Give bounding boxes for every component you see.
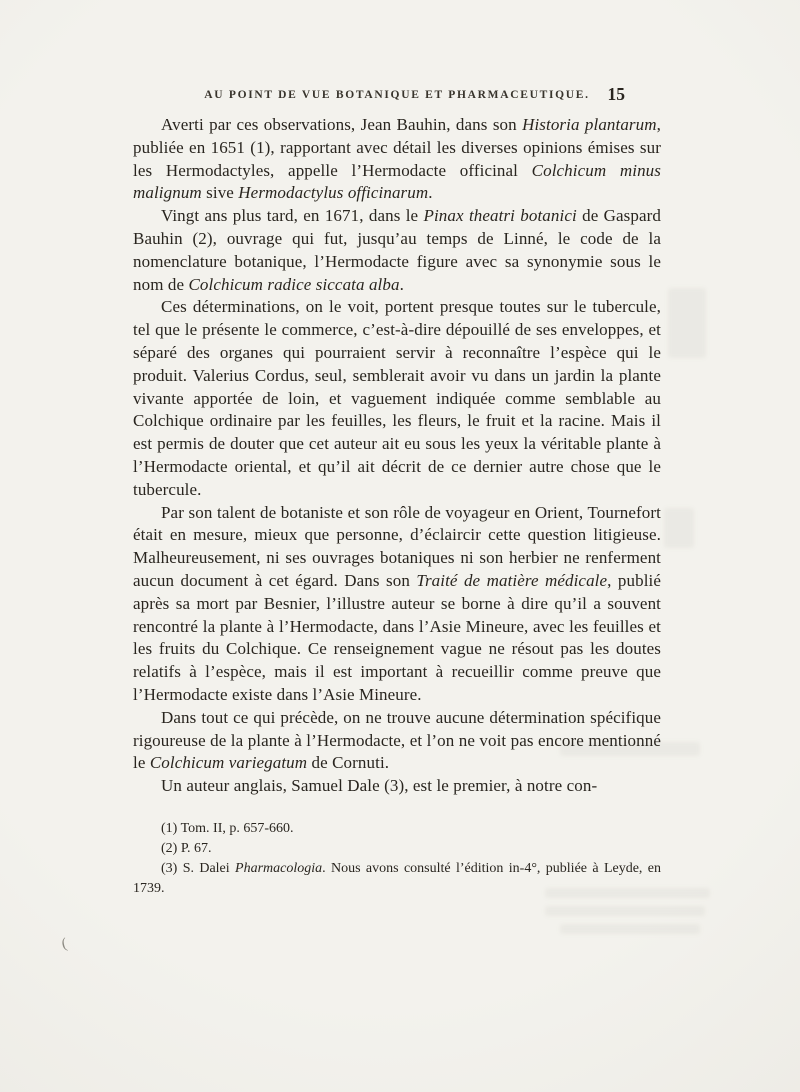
paragraph: Dans tout ce qui précède, on ne trouve aucune détermination spécifique rigoureuse de la plante à l’Hermodacte, et l’on ne voit pas encore mentionné le Colchicum variegatum de Cornuti. bbox=[133, 707, 661, 773]
page-header bbox=[133, 86, 661, 110]
text-block bbox=[133, 86, 661, 899]
footnotes bbox=[133, 819, 661, 899]
showthrough-artifact bbox=[560, 924, 700, 934]
paragraph: Averti par ces observations, Jean Bauhin, dans son Historia plantarum, publiée en 1651 (1), rapportant avec détail les diverses opinions émises sur les Hermodactyles, appelle l’Hermodacte officinal Colchicum minus malignum sive Hermodactylus officinarum. bbox=[133, 115, 661, 203]
scan-artifact: ( bbox=[60, 935, 69, 953]
showthrough-artifact bbox=[545, 906, 705, 916]
page-number: 15 bbox=[607, 84, 625, 104]
paragraph: Par son talent de botaniste et son rôle de voyageur en Orient, Tournefort était en mesure, mieux que personne, d’éclaircir cette question litigieuse. Malheureusement, ni ses ouvrages botaniques ni son herbier ne renferment aucun document à cet égard. Dans son Traité de matière médicale, publié après sa mort par Besnier, l’illustre auteur se borne à dire qu’il a souvent rencontré la plante à l’Hermodacte, dans l’Asie Mineure, avec les feuilles et les fruits du Colchique. Ce renseignement vague ne résout pas les doutes relatifs à l’espèce, mais il est important à recueillir comme preuve que l’Hermodacte existe dans l’Asie Mineure. bbox=[133, 502, 661, 704]
paragraph: Vingt ans plus tard, en 1671, dans le Pinax theatri botanici de Gaspard Bauhin (2), ouvrage qui fut, jusqu’au temps de Linné, le code de la nomenclature botanique, l’Hermodacte figure avec sa synonymie sous le nom de Colchicum radice siccata alba. bbox=[133, 206, 661, 294]
paragraph: Ces déterminations, on le voit, portent presque toutes sur le tubercule, tel que le présente le commerce, c’est-à-dire dépouillé de ses enveloppes, et séparé des organes qui pourraient servir à reconnaître l’espèce qui le produit. Valerius Cordus, seul, semblerait avoir vu dans un jardin la plante vivante apportée de loin, et vaguement indiquée comme semblable au Colchique ordinaire par les feuilles, les fleurs, le fruit et la racine. Mais il est permis de douter que cet auteur ait eu sous les yeux la véritable plante à l’Hermodacte oriental, et qu’il ait décrit de ce dernier autre chose que le tubercule. bbox=[133, 297, 661, 499]
footnote: (3) S. Dalei Pharmacologia. Nous avons consulté l’édition in-4°, publiée à Leyde, en 1739. bbox=[133, 860, 661, 896]
footnote: (2) P. 67. bbox=[161, 840, 212, 856]
running-title: AU POINT DE VUE BOTANIQUE ET PHARMACEUTIQUE. bbox=[204, 89, 590, 101]
paragraph: Un auteur anglais, Samuel Dale (3), est le premier, à notre con- bbox=[161, 776, 598, 796]
footnote: (1) Tom. II, p. 657-660. bbox=[161, 820, 294, 836]
body-text bbox=[133, 114, 661, 798]
showthrough-artifact bbox=[664, 508, 694, 548]
showthrough-artifact bbox=[668, 288, 706, 358]
